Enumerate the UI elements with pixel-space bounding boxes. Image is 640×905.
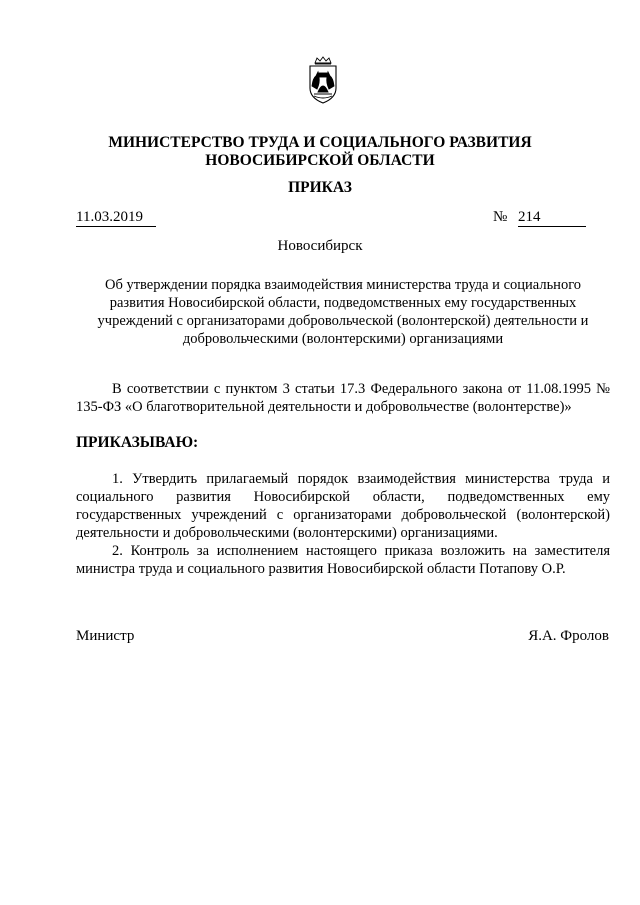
signatory-name: Я.А. Фролов bbox=[528, 628, 609, 644]
document-type: ПРИКАЗ bbox=[288, 179, 352, 196]
preamble-paragraph: В соответствии с пунктом 3 статьи 17.3 Федерального закона от 11.08.1995 № 135-ФЗ «О благотворительной деятельности и добровольчестве (волонтерстве)» bbox=[76, 381, 610, 415]
city: Новосибирск bbox=[277, 238, 363, 254]
ministry-name bbox=[60, 134, 580, 170]
order-number: 214 bbox=[518, 208, 586, 227]
ministry-name-line1: МИНИСТЕРСТВО ТРУДА И СОЦИАЛЬНОГО РАЗВИТИЯ bbox=[108, 134, 532, 151]
number-sign: № bbox=[493, 209, 508, 225]
order-date: 11.03.2019 bbox=[76, 208, 156, 227]
order-title: Об утверждении порядка взаимодействия министерства труда и социального развития Новосибирской области, подведомственных ему государственных учреждений с организаторами добровольческой (волонтерской) деятельности и добровольческими (волонтерскими) организациями bbox=[97, 277, 589, 347]
ministry-name-line2: НОВОСИБИРСКОЙ ОБЛАСТИ bbox=[205, 152, 435, 169]
order-item-1: 1. Утвердить прилагаемый порядок взаимодействия министерства труда и социального развития Новосибирской области, подведомственных ему государственных учреждений с организаторами добровольческой (волонтерской) деятельности и добровольческими (волонтерскими) организациями. bbox=[76, 471, 610, 541]
order-item-2: 2. Контроль за исполнением настоящего приказа возложить на заместителя министра труда и социального развития Новосибирской области Потапову О.Р. bbox=[76, 543, 610, 577]
order-heading: ПРИКАЗЫВАЮ: bbox=[76, 434, 199, 451]
signatory-role: Министр bbox=[76, 628, 135, 644]
coat-of-arms-icon bbox=[302, 56, 344, 106]
